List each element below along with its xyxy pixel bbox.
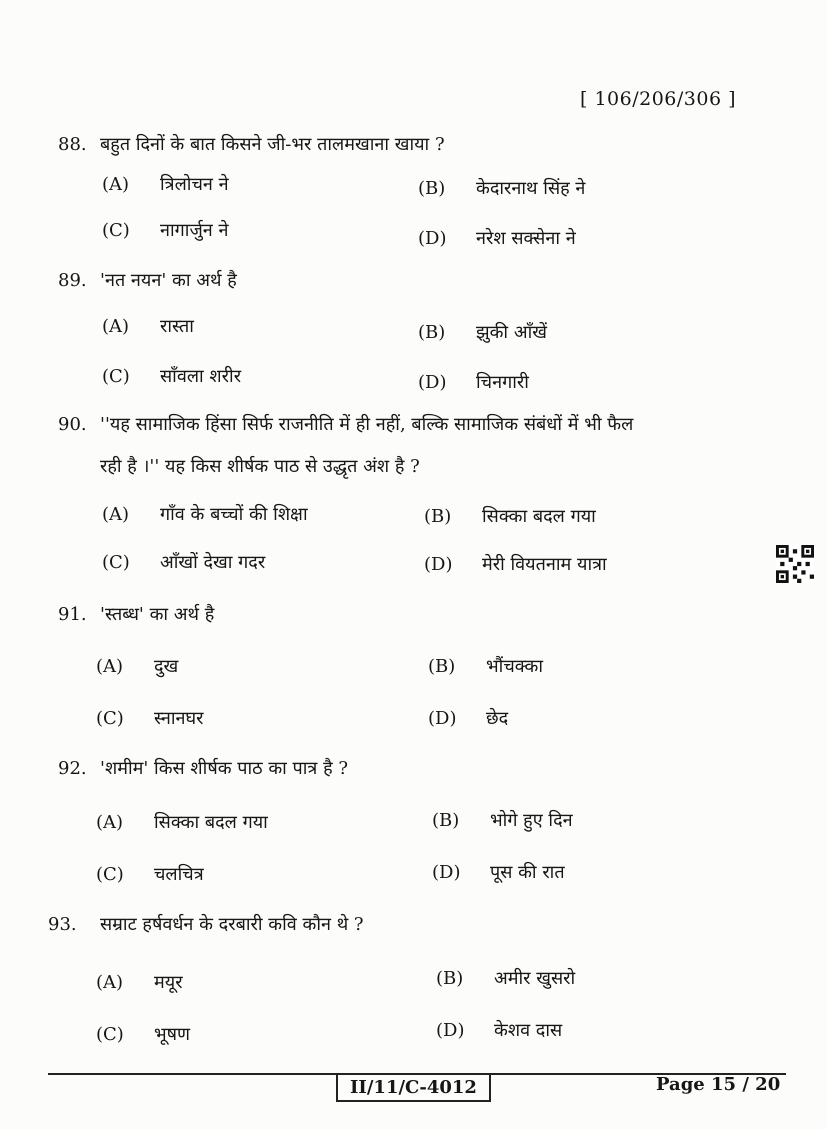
- question-number: 90.: [58, 414, 87, 435]
- option-b: (B) भोगे हुए दिन: [432, 810, 573, 831]
- option-d: (D) केशव दास: [436, 1020, 563, 1041]
- option-a: (A) रास्ता: [102, 316, 194, 337]
- option-d: (D) छेद: [428, 708, 509, 729]
- option-b: (B) भौंचक्का: [428, 656, 544, 677]
- option-d: (D) चिनगारी: [418, 372, 529, 393]
- question-number: 89.: [58, 270, 87, 291]
- question-stem: 'शमीम' किस शीर्षक पाठ का पात्र है ?: [100, 758, 349, 779]
- question-93: [48, 904, 748, 946]
- question-stem: 'स्तब्ध' का अर्थ है: [100, 604, 215, 625]
- option-b: (B) केदारनाथ सिंह ने: [418, 178, 586, 199]
- option-c: (C) नागार्जुन ने: [102, 220, 229, 241]
- question-number: 88.: [58, 134, 87, 155]
- option-c: (C) साँवला शरीर: [102, 366, 242, 387]
- question-90: [58, 404, 758, 488]
- option-d: (D) पूस की रात: [432, 862, 565, 883]
- option-d: (D) नरेश सक्सेना ने: [418, 228, 576, 249]
- question-stem: 'नत नयन' का अर्थ है: [100, 270, 237, 291]
- option-c: (C) स्नानघर: [96, 708, 204, 729]
- option-d: (D) मेरी वियतनाम यात्रा: [424, 554, 607, 575]
- booklet-code: II/11/C-4012: [336, 1073, 491, 1102]
- option-c: (C) भूषण: [96, 1024, 191, 1045]
- question-stem: ''यह सामाजिक हिंसा सिर्फ राजनीति में ही नहीं, बल्कि सामाजिक संबंधों में भी फैल: [100, 414, 634, 435]
- question-stem-continued: रही है ।'' यह किस शीर्षक पाठ से उद्धृत अंश है ?: [100, 456, 420, 477]
- option-b: (B) सिक्का बदल गया: [424, 506, 596, 527]
- option-a: (A) गाँव के बच्चों की शिक्षा: [102, 504, 308, 525]
- question-91: [58, 594, 758, 636]
- qr-code-icon: [776, 545, 814, 583]
- question-89: [58, 260, 758, 302]
- question-88: [58, 124, 758, 166]
- option-c: (C) चलचित्र: [96, 864, 204, 885]
- page-number: Page 15 / 20: [656, 1074, 781, 1095]
- option-a: (A) दुख: [96, 656, 179, 677]
- option-a: (A) मयूर: [96, 972, 183, 993]
- question-number: 91.: [58, 604, 87, 625]
- question-number: 92.: [58, 758, 87, 779]
- paper-code: [ 106/206/306 ]: [580, 88, 737, 110]
- option-c: (C) आँखों देखा गदर: [102, 552, 266, 573]
- question-number: 93.: [48, 914, 77, 935]
- question-stem: सम्राट हर्षवर्धन के दरबारी कवि कौन थे ?: [100, 914, 364, 935]
- question-92: [58, 748, 758, 790]
- option-b: (B) झुकी आँखें: [418, 322, 547, 343]
- question-stem: बहुत दिनों के बात किसने जी-भर तालमखाना खाया ?: [100, 134, 445, 155]
- option-a: (A) सिक्का बदल गया: [96, 812, 268, 833]
- option-b: (B) अमीर खुसरो: [436, 968, 576, 989]
- option-a: (A) त्रिलोचन ने: [102, 174, 229, 195]
